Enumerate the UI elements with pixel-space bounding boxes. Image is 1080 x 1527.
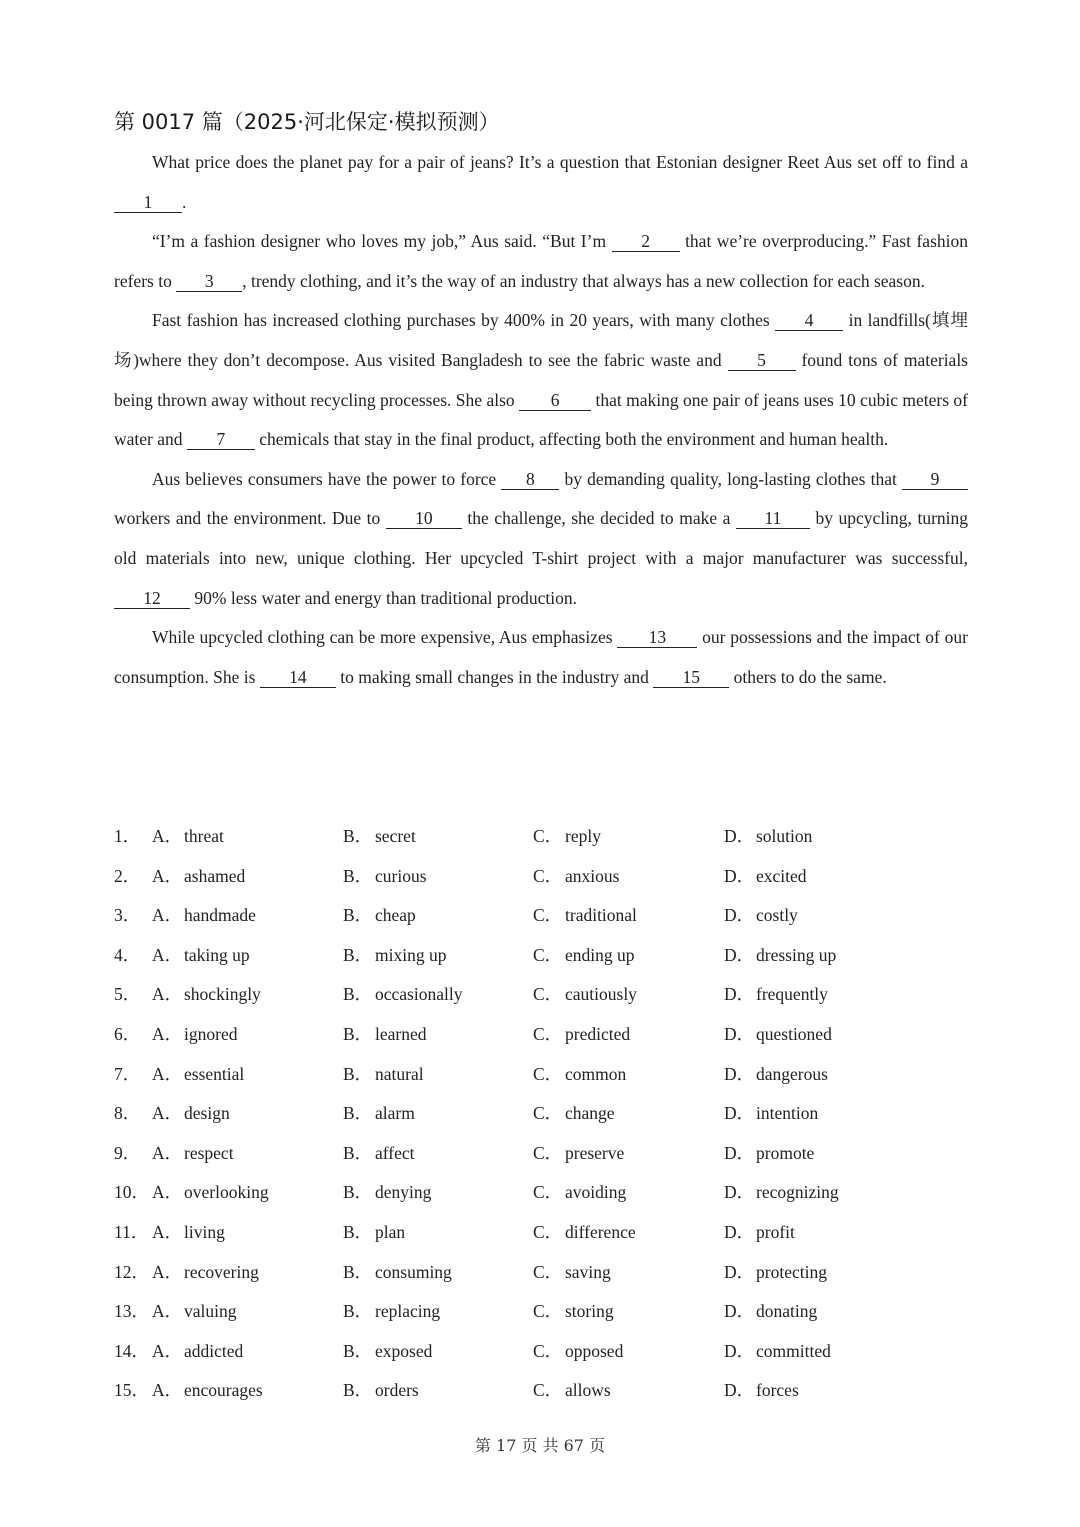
question-number: 6． xyxy=(114,1023,141,1044)
option-c xyxy=(533,1173,626,1213)
option-text: cautiously xyxy=(565,984,637,1005)
option-letter: D． xyxy=(724,905,755,926)
question-number: 14． xyxy=(114,1340,149,1361)
option-letter: B． xyxy=(343,1023,373,1044)
option-c xyxy=(533,1253,611,1293)
answer-blank: 5 xyxy=(728,350,796,371)
option-letter: B． xyxy=(343,1380,373,1401)
paragraph xyxy=(114,143,968,222)
option-letter: D． xyxy=(724,1340,755,1361)
answer-blank: 12 xyxy=(114,588,190,609)
option-letter: C． xyxy=(533,1023,563,1044)
option-letter: D． xyxy=(724,1182,755,1203)
option-c xyxy=(533,1292,614,1332)
answer-blank: 4 xyxy=(775,310,843,331)
option-text: natural xyxy=(375,1063,424,1084)
option-text: addicted xyxy=(184,1340,244,1361)
option-letter: D． xyxy=(724,1261,755,1282)
option-letter: C． xyxy=(533,1380,563,1401)
option-text: living xyxy=(184,1221,225,1242)
option-text: curious xyxy=(375,865,427,886)
answer-options xyxy=(114,817,974,1411)
option-letter: B． xyxy=(343,905,373,926)
option-a xyxy=(152,896,256,936)
paragraph-text: by upcycling, turning old materials into new, unique clothing. Her upcycled T-shirt project with a major manufacturer was successful, xyxy=(114,508,969,568)
option-text: recovering xyxy=(184,1261,259,1282)
option-letter: C． xyxy=(533,1301,563,1322)
option-letter: C． xyxy=(533,1340,563,1361)
option-b xyxy=(343,936,446,976)
answer-blank: 6 xyxy=(519,390,591,411)
option-d xyxy=(724,1292,817,1332)
option-text: frequently xyxy=(756,984,828,1005)
option-a xyxy=(152,1213,225,1253)
option-text: handmade xyxy=(184,905,256,926)
paragraph-text: While upcycled clothing can be more expensive, Aus emphasizes xyxy=(152,627,618,648)
paragraph-text: workers and the environment. Due to xyxy=(114,508,386,529)
question-number: 8． xyxy=(114,1103,141,1124)
option-text: secret xyxy=(375,826,416,846)
option-c xyxy=(533,1134,624,1174)
option-letter: C． xyxy=(533,1103,563,1124)
option-row xyxy=(114,857,974,897)
option-b xyxy=(343,1292,440,1332)
paragraph-text: chemicals that stay in the final product, affecting both the environment and human health. xyxy=(254,429,889,450)
option-a xyxy=(152,1015,237,1055)
option-text: occasionally xyxy=(375,984,463,1005)
paragraph-text: “I’m a fashion designer who loves my job,” Aus said. “But I’m xyxy=(152,231,612,252)
answer-blank: 13 xyxy=(617,627,697,648)
option-letter: A． xyxy=(152,905,183,926)
answer-blank: 14 xyxy=(260,667,336,688)
option-letter: C． xyxy=(533,1063,563,1084)
option-d xyxy=(724,896,798,936)
option-d xyxy=(724,975,828,1015)
question-number: 5． xyxy=(114,984,141,1005)
option-d xyxy=(724,1015,832,1055)
option-text: respect xyxy=(184,1142,234,1163)
option-a xyxy=(152,936,250,976)
option-text: dangerous xyxy=(756,1063,828,1084)
option-text: learned xyxy=(375,1023,427,1044)
option-c xyxy=(533,1094,615,1134)
option-text: profit xyxy=(756,1221,795,1242)
option-text: excited xyxy=(756,865,807,886)
option-a xyxy=(152,1134,234,1174)
option-letter: D． xyxy=(724,1380,755,1401)
option-letter: A． xyxy=(152,826,183,846)
option-text: ending up xyxy=(565,944,635,965)
paragraph-text: the challenge, she decided to make a xyxy=(461,508,736,529)
answer-blank: 7 xyxy=(187,429,255,450)
paragraph xyxy=(114,222,968,301)
option-c xyxy=(533,1332,623,1372)
option-text: affect xyxy=(375,1142,415,1163)
option-a xyxy=(152,817,224,857)
option-letter: C． xyxy=(533,1261,563,1282)
option-text: essential xyxy=(184,1063,245,1084)
option-text: committed xyxy=(756,1340,831,1361)
answer-blank: 8 xyxy=(501,469,559,490)
option-d xyxy=(724,1134,814,1174)
option-letter: D． xyxy=(724,1103,755,1124)
option-letter: B． xyxy=(343,1261,373,1282)
option-letter: B． xyxy=(343,865,373,886)
option-letter: A． xyxy=(152,1301,183,1322)
option-text: alarm xyxy=(375,1103,415,1124)
option-row xyxy=(114,817,974,857)
option-text: questioned xyxy=(756,1023,832,1044)
option-letter: B． xyxy=(343,826,373,846)
option-d xyxy=(724,857,807,897)
option-c xyxy=(533,896,637,936)
option-row xyxy=(114,1371,974,1411)
question-number: 7． xyxy=(114,1063,141,1084)
option-letter: C． xyxy=(533,1182,563,1203)
option-d xyxy=(724,1253,827,1293)
option-b xyxy=(343,817,416,857)
option-letter: D． xyxy=(724,1023,755,1044)
option-c xyxy=(533,1055,626,1095)
option-text: ashamed xyxy=(184,865,246,886)
option-a xyxy=(152,1332,243,1372)
paragraph-text: that making one pair of jeans uses 10 cubic meters of water and xyxy=(114,389,968,450)
option-c xyxy=(533,857,619,897)
option-letter: B． xyxy=(343,1221,373,1242)
option-text: denying xyxy=(375,1182,432,1203)
question-number: 13． xyxy=(114,1301,149,1322)
option-text: promote xyxy=(756,1142,815,1163)
option-row xyxy=(114,1055,974,1095)
option-letter: B． xyxy=(343,1340,373,1361)
paragraph xyxy=(114,460,968,618)
option-text: solution xyxy=(756,826,813,846)
option-letter: C． xyxy=(533,984,563,1005)
option-a xyxy=(152,1253,259,1293)
question-number: 10． xyxy=(114,1182,149,1203)
option-letter: A． xyxy=(152,1103,183,1124)
option-d xyxy=(724,1213,795,1253)
option-text: saving xyxy=(565,1261,611,1282)
paragraph-text: that we’re overproducing.” Fast fashion refers to xyxy=(114,231,968,291)
option-text: encourages xyxy=(184,1380,263,1401)
option-b xyxy=(343,975,462,1015)
option-row xyxy=(114,1213,974,1253)
option-b xyxy=(343,1371,419,1411)
option-b xyxy=(343,1134,415,1174)
option-row xyxy=(114,1173,974,1213)
option-c xyxy=(533,936,635,976)
option-text: reply xyxy=(565,826,601,846)
option-d xyxy=(724,1055,828,1095)
option-a xyxy=(152,975,261,1015)
option-a xyxy=(152,1094,230,1134)
option-d xyxy=(724,936,836,976)
option-text: plan xyxy=(375,1221,406,1242)
answer-blank: 2 xyxy=(612,231,680,252)
paragraph-text: found tons of materials being thrown away without recycling processes. She also xyxy=(114,349,968,410)
answer-blank: 9 xyxy=(902,469,968,490)
paragraph-text: others to do the same. xyxy=(729,666,887,687)
answer-blank: 3 xyxy=(176,271,242,292)
option-letter: A． xyxy=(152,944,183,965)
option-letter: A． xyxy=(152,1023,183,1044)
option-letter: A． xyxy=(152,1261,183,1282)
option-letter: B． xyxy=(343,1103,373,1124)
option-c xyxy=(533,1371,611,1411)
option-d xyxy=(724,1371,799,1411)
option-c xyxy=(533,1015,630,1055)
option-letter: C． xyxy=(533,865,563,886)
page-footer: 第 17 页 共 67 页 xyxy=(474,1436,606,1455)
option-row xyxy=(114,1332,974,1372)
option-letter: B． xyxy=(343,944,373,965)
option-text: taking up xyxy=(184,944,250,965)
paragraph xyxy=(114,301,968,459)
option-letter: A． xyxy=(152,984,183,1005)
paragraph-text: What price does the planet pay for a pair of jeans? It’s a question that Estonian designer Reet Aus set off to find a xyxy=(152,152,968,172)
option-b xyxy=(343,1055,424,1095)
option-text: threat xyxy=(184,826,224,846)
option-text: common xyxy=(565,1063,627,1084)
option-text: allows xyxy=(565,1380,611,1401)
option-row xyxy=(114,1015,974,1055)
option-text: dressing up xyxy=(756,944,837,965)
option-text: shockingly xyxy=(184,984,261,1005)
paragraph-text: Fast fashion has increased clothing purchases by 400% in 20 years, with many clothes xyxy=(152,310,776,331)
question-number: 12． xyxy=(114,1261,149,1282)
option-letter: A． xyxy=(152,1340,183,1361)
option-letter: C． xyxy=(533,1221,563,1242)
option-letter: B． xyxy=(343,1142,373,1163)
paragraph-text: , trendy clothing, and it’s the way of an industry that always has a new collection for each season. xyxy=(242,270,925,291)
option-letter: A． xyxy=(152,1182,183,1203)
answer-blank: 1 xyxy=(114,192,182,213)
paragraph-text: Aus believes consumers have the power to force xyxy=(152,468,502,489)
option-a xyxy=(152,1292,237,1332)
question-number: 15． xyxy=(114,1380,149,1401)
option-text: ignored xyxy=(184,1023,238,1044)
passage-title: 第 0017 篇（2025·河北保定·模拟预测） xyxy=(114,110,500,134)
option-row xyxy=(114,975,974,1015)
option-text: storing xyxy=(565,1301,614,1322)
option-text: orders xyxy=(375,1380,419,1401)
option-letter: D． xyxy=(724,1301,755,1322)
option-b xyxy=(343,857,427,897)
option-a xyxy=(152,1173,269,1213)
option-letter: D． xyxy=(724,1142,755,1163)
question-number: 1． xyxy=(114,826,141,846)
paragraph-text: . xyxy=(182,191,187,212)
option-a xyxy=(152,1055,244,1095)
option-b xyxy=(343,1213,405,1253)
option-text: change xyxy=(565,1103,615,1124)
option-row xyxy=(114,1292,974,1332)
option-row xyxy=(114,1094,974,1134)
option-text: costly xyxy=(756,905,798,926)
answer-blank: 10 xyxy=(386,508,462,529)
option-text: protecting xyxy=(756,1261,827,1282)
option-text: donating xyxy=(756,1301,818,1322)
option-letter: D． xyxy=(724,944,755,965)
option-text: predicted xyxy=(565,1023,631,1044)
answer-blank: 11 xyxy=(736,508,810,529)
option-b xyxy=(343,1015,427,1055)
question-number: 2． xyxy=(114,865,141,886)
option-a xyxy=(152,857,245,897)
option-text: intention xyxy=(756,1103,819,1124)
option-letter: C． xyxy=(533,826,563,846)
option-letter: A． xyxy=(152,1142,183,1163)
option-b xyxy=(343,896,416,936)
option-row xyxy=(114,896,974,936)
option-letter: C． xyxy=(533,905,563,926)
option-d xyxy=(724,1332,831,1372)
option-text: consuming xyxy=(375,1261,452,1282)
option-c xyxy=(533,975,637,1015)
option-text: traditional xyxy=(565,905,637,926)
option-text: difference xyxy=(565,1221,636,1242)
option-letter: B． xyxy=(343,1063,373,1084)
option-text: overlooking xyxy=(184,1182,269,1203)
paragraph-text: 90% less water and energy than traditional production. xyxy=(190,587,577,608)
option-text: exposed xyxy=(375,1340,433,1361)
option-text: recognizing xyxy=(756,1182,839,1203)
option-letter: D． xyxy=(724,865,755,886)
cloze-passage xyxy=(114,143,968,697)
option-letter: B． xyxy=(343,984,373,1005)
option-text: anxious xyxy=(565,865,620,886)
option-letter: A． xyxy=(152,1063,183,1084)
option-d xyxy=(724,1094,818,1134)
option-letter: A． xyxy=(152,865,183,886)
option-text: replacing xyxy=(375,1301,441,1322)
option-text: opposed xyxy=(565,1340,624,1361)
option-letter: C． xyxy=(533,1142,563,1163)
option-letter: A． xyxy=(152,1380,183,1401)
question-number: 4． xyxy=(114,944,141,965)
option-b xyxy=(343,1332,432,1372)
paragraph-text: by demanding quality, long-lasting clothes that xyxy=(559,468,902,489)
option-letter: B． xyxy=(343,1182,373,1203)
option-text: forces xyxy=(756,1380,799,1401)
option-row xyxy=(114,1134,974,1174)
question-number: 3． xyxy=(114,905,141,926)
option-c xyxy=(533,1213,636,1253)
option-text: valuing xyxy=(184,1301,237,1322)
question-number: 11． xyxy=(114,1221,149,1242)
option-row xyxy=(114,1253,974,1293)
option-letter: D． xyxy=(724,1221,755,1242)
option-a xyxy=(152,1371,263,1411)
option-text: cheap xyxy=(375,905,416,926)
option-letter: A． xyxy=(152,1221,183,1242)
option-c xyxy=(533,817,601,857)
option-text: avoiding xyxy=(565,1182,627,1203)
option-letter: B． xyxy=(343,1301,373,1322)
option-letter: C． xyxy=(533,944,563,965)
option-letter: D． xyxy=(724,826,755,846)
option-letter: D． xyxy=(724,984,755,1005)
option-row xyxy=(114,936,974,976)
option-d xyxy=(724,1173,839,1213)
option-b xyxy=(343,1094,415,1134)
option-text: mixing up xyxy=(375,944,447,965)
question-number: 9． xyxy=(114,1142,141,1163)
paragraph xyxy=(114,618,968,697)
option-b xyxy=(343,1173,431,1213)
option-letter: D． xyxy=(724,1063,755,1084)
paragraph-text: to making small changes in the industry and xyxy=(335,666,654,687)
option-text: preserve xyxy=(565,1142,625,1163)
paragraph-text: our possessions and the impact of our consumption. She is xyxy=(114,627,968,687)
paragraph-text: in landfills(填埋场)where they don’t decompose. Aus visited Bangladesh to see the fabric waste and xyxy=(114,310,968,370)
option-d xyxy=(724,817,812,857)
option-b xyxy=(343,1253,452,1293)
option-text: design xyxy=(184,1103,230,1124)
answer-blank: 15 xyxy=(653,667,729,688)
